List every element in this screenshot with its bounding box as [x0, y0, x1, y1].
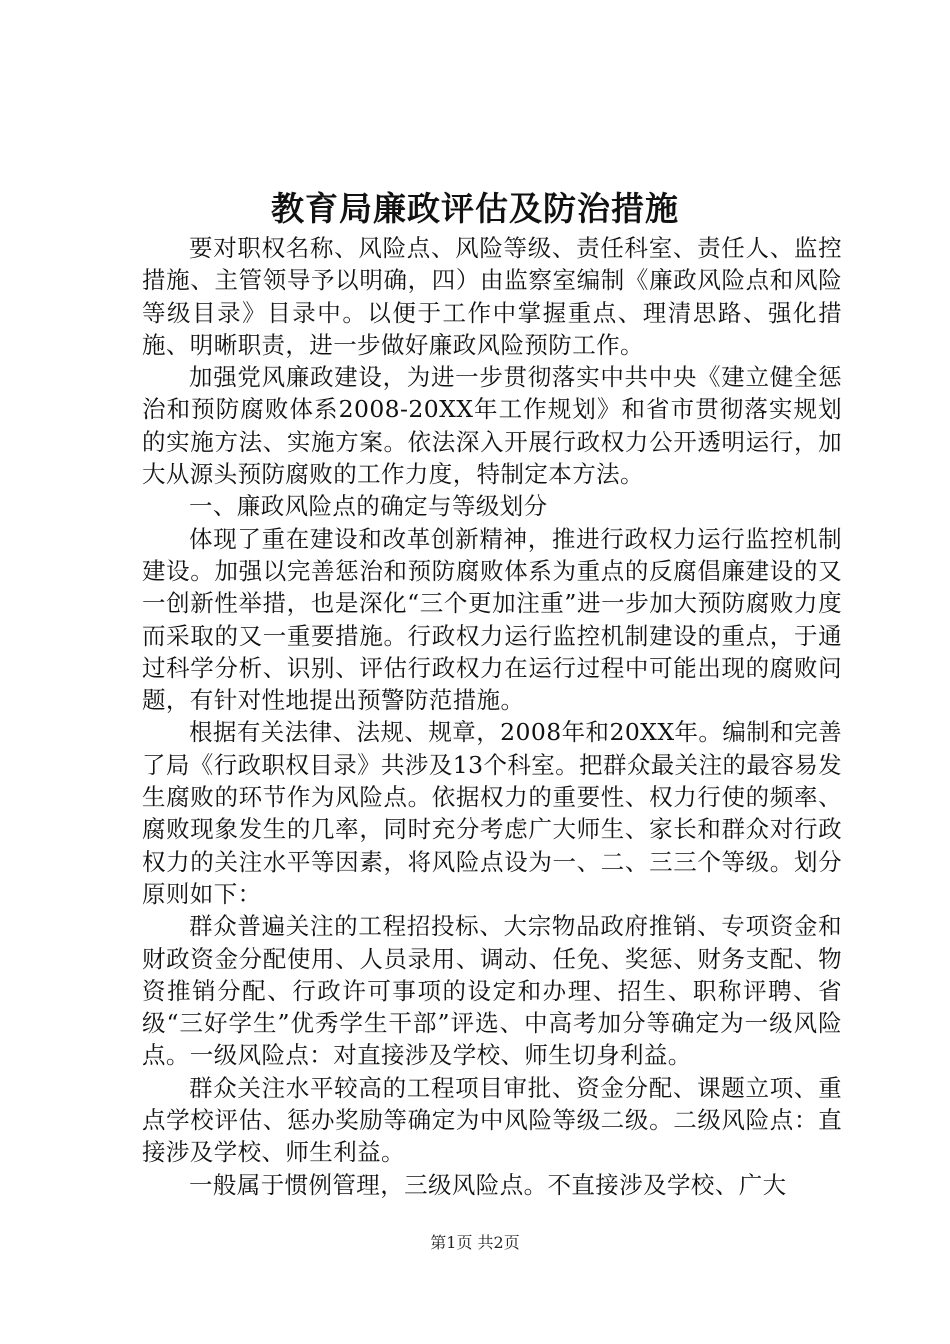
section-heading: 一、廉政风险点的确定与等级划分 — [189, 492, 548, 521]
document-body — [142, 232, 842, 1201]
paragraph: 群众普遍关注的工程招投标、大宗物品政府推销、专项资金和财政资金分配使用、人员录用、调动、任免、奖惩、财务支配、物资推销分配、行政许可事项的设定和办理、招生、职称评聘、省级“三好学生”优秀学生干部”评选、中高考加分等确定为一级风险点。一级风险点：对直接涉及学校、师生切身利益。 — [142, 912, 842, 1070]
paragraph: 要对职权名称、风险点、风险等级、责任科室、责任人、监控措施、主管领导予以明确，四）由监察室编制《廉政风险点和风险等级目录》目录中。以便于工作中掌握重点、理清思路、强化措施、明晰职责，进一步做好廉政风险预防工作。 — [142, 234, 842, 359]
paragraph: 群众关注水平较高的工程项目审批、资金分配、课题立项、重点学校评估、惩办奖励等确定为中风险等级二级。二级风险点：直接涉及学校、师生利益。 — [142, 1073, 842, 1167]
page-footer: 第1页 共2页 — [430, 1233, 520, 1252]
paragraph: 根据有关法律、法规、规章，2008年和20XX年。编制和完善了局《行政职权目录》共涉及13个科室。把群众最关注的最容易发生腐败的环节作为风险点。依据权力的重要性、权力行使的频率、腐败现象发生的几率，同时充分考虑广大师生、家长和群众对行政权力的关注水平等因素，将风险点设为一、二、三三个等级。划分原则如下： — [142, 718, 842, 908]
paragraph: 体现了重在建设和改革创新精神，推进行政权力运行监控机制建设。加强以完善惩治和预防腐败体系为重点的反腐倡廉建设的又一创新性举措，也是深化“三个更加注重”进一步加大预防腐败力度而采取的又一重要措施。行政权力运行监控机制建设的重点，于通过科学分析、识别、评估行政权力在运行过程中可能出现的腐败问题，有针对性地提出预警防范措施。 — [142, 524, 842, 715]
document-title: 教育局廉政评估及防治措施 — [271, 189, 679, 228]
paragraph: 加强党风廉政建设，为进一步贯彻落实中共中央《建立健全惩治和预防腐败体系2008-20XX年工作规划》和省市贯彻落实规划的实施方法、实施方案。依法深入开展行政权力公开透明运行，加大从源头预防腐败的工作力度，特制定本方法。 — [142, 363, 842, 489]
paragraph: 一般属于惯例管理，三级风险点。不直接涉及学校、广大 — [189, 1170, 787, 1199]
